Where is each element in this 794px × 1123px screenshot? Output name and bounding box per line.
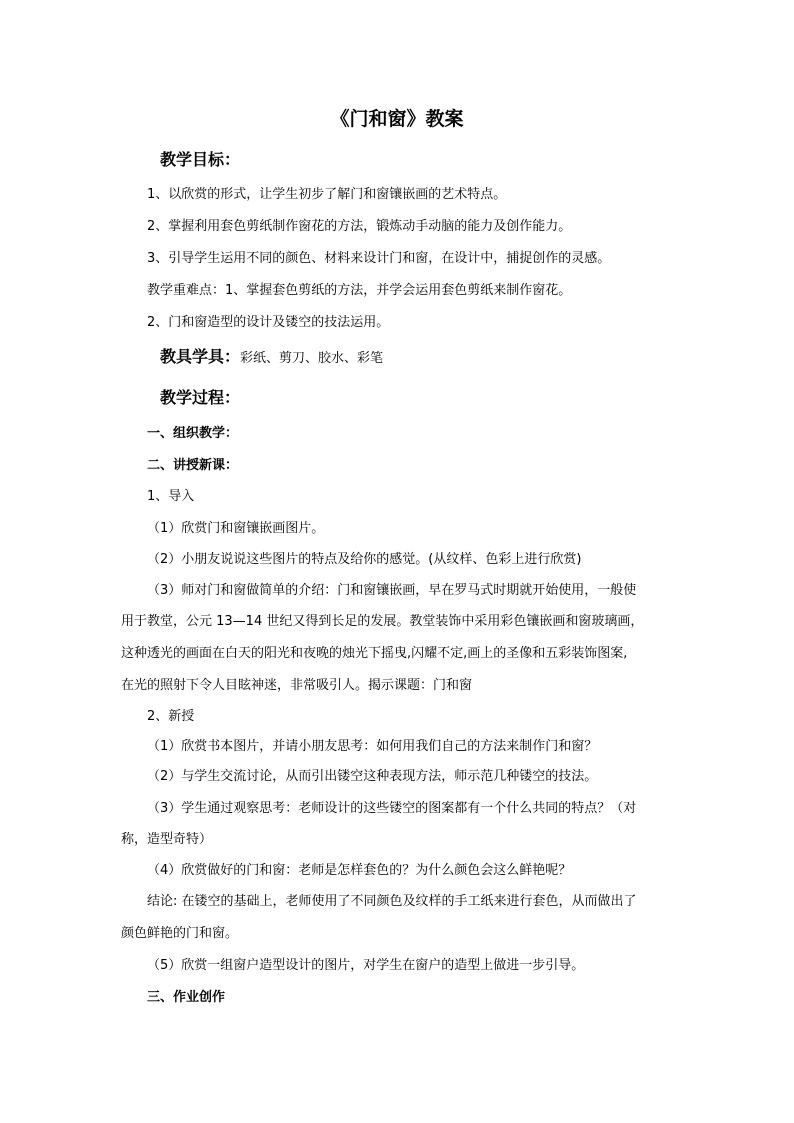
objective-item-2: 2、掌握利用套色剪纸制作窗花的方法，锻炼动手动脑的能力及创作能力。 [147,219,572,234]
intro-item-3-line-4: 在光的照射下令人目眩神迷，非常吸引人。揭示课题：门和窗 [121,678,473,693]
key-points-2: 2、门和窗造型的设计及镂空的技法运用。 [147,315,390,330]
process-part-3: 三、作业创作 [147,990,226,1005]
tools-value: 彩纸、剪刀、胶水、彩笔 [240,351,384,366]
new-lesson-item-1: （1）欣赏书本图片，并请小朋友思考：如何用我们自己的方法来制作门和窗？ [147,739,598,754]
intro-item-3-line-3: 这种透光的画面在白天的阳光和夜晚的烛光下摇曳,闪耀不定,画上的圣像和五彩装饰图案, [121,646,628,661]
intro-item-3-line-2: 用于教堂，公元 13—14 世纪又得到长足的发展。教堂装饰中采用彩色镶嵌画和窗玻璃画， [121,614,644,629]
intro-item-3-line-1: （3）师对门和窗做简单的介绍：门和窗镶嵌画，早在罗马式时期就开始使用，一般使 [147,583,637,598]
new-lesson-label: 2、新授 [147,709,195,724]
intro-label: 1、导入 [147,489,195,504]
objectives-heading: 教学目标： [160,150,241,169]
new-lesson-item-4: （4）欣赏做好的门和窗：老师是怎样套色的？为什么颜色会这么鲜艳呢？ [147,863,572,878]
process-part-1: 一、组织教学： [147,426,239,441]
process-part-2: 二、讲授新课： [147,458,239,473]
objective-item-3: 3、引导学生运用不同的颜色、材料来设计门和窗，在设计中，捕捉创作的灵感。 [147,251,611,266]
intro-item-1: （1）欣赏门和窗镶嵌画图片。 [147,521,325,536]
new-lesson-item-3-line-2: 称，造型奇特） [121,832,213,847]
objective-item-1: 1、以欣赏的形式，让学生初步了解门和窗镶嵌画的艺术特点。 [147,187,507,202]
intro-item-2: （2）小朋友说说这些图片的特点及给你的感觉。(从纹样、色彩上进行欣赏) [147,552,582,567]
new-lesson-item-2: （2）与学生交流讨论，从而引出镂空这种表现方法，师示范几种镂空的技法。 [147,769,598,784]
conclusion-line-2: 颜色鲜艳的门和窗。 [121,926,239,941]
tools-heading: 教具学具： [160,347,241,366]
key-points-1: 教学重难点：1、掌握套色剪纸的方法，并学会运用套色剪纸来制作窗花。 [147,283,572,298]
conclusion-line-1: 结论: 在镂空的基础上，老师使用了不同颜色及纹样的手工纸来进行套色，从而做出了 [147,894,637,909]
document-title: 《门和窗》教案 [330,108,464,130]
new-lesson-item-3-line-1: （3）学生通过观察思考：老师设计的这些镂空的图案都有一个什么共同的特点？（对 [147,801,637,816]
tools-line [160,346,383,369]
new-lesson-item-5: （5）欣赏一组窗户造型设计的图片，对学生在窗户的造型上做进一步引导。 [147,958,585,973]
process-heading: 教学过程： [160,388,241,407]
